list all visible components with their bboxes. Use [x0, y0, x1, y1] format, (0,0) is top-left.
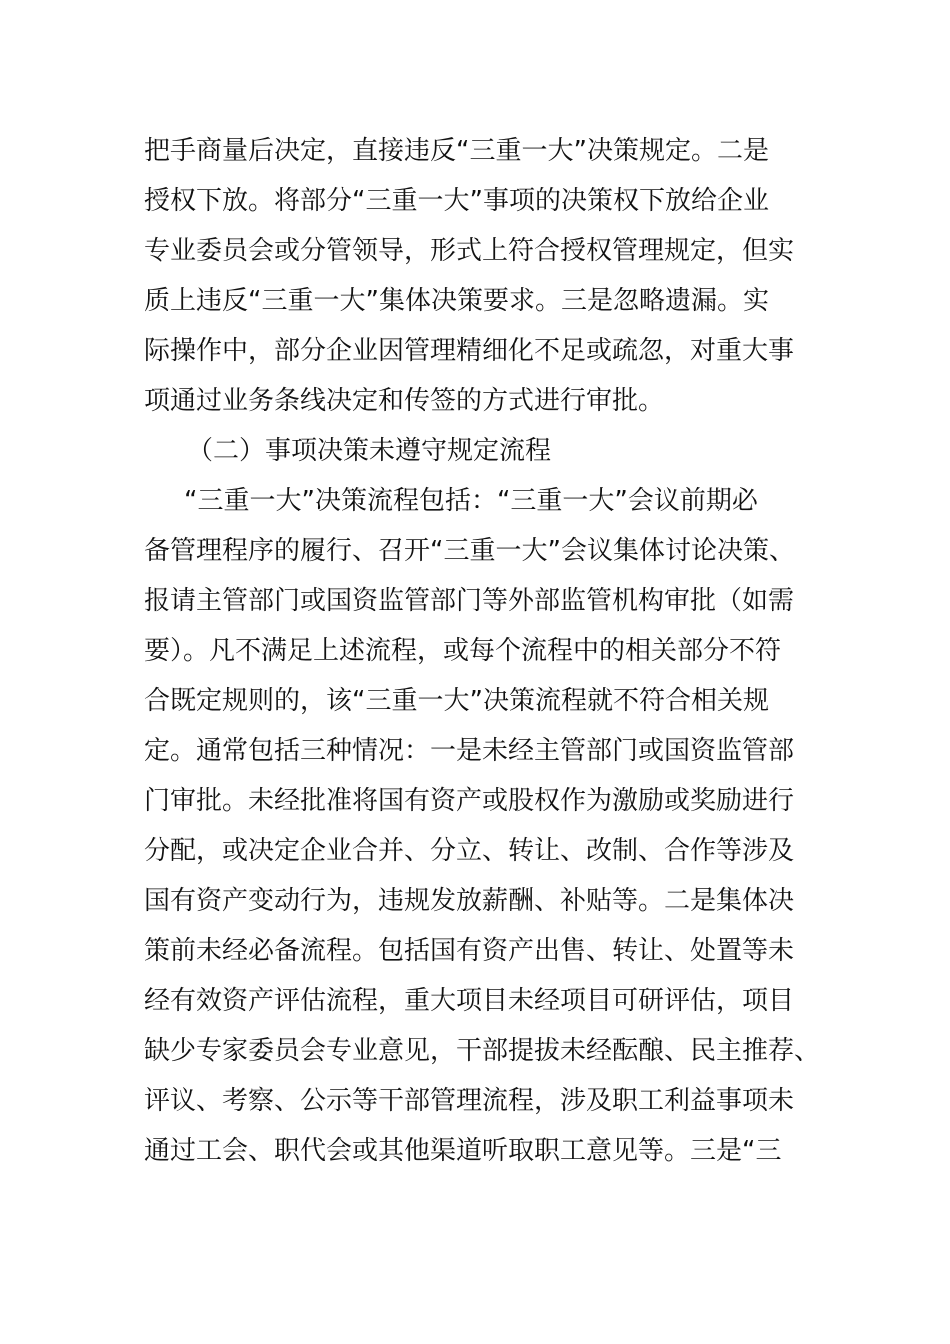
paragraph-line: 要）。凡不满足上述流程，或每个流程中的相关部分不符 [144, 636, 782, 666]
paragraph-line: 评议、考察、公示等干部管理流程，涉及职工利益事项未 [144, 1086, 795, 1116]
section-heading: （二）事项决策未遵守规定流程 [187, 436, 552, 466]
body-text [144, 126, 844, 1176]
paragraph-line: 授权下放。将部分“三重一大”事项的决策权下放给企业 [144, 186, 769, 216]
paragraph-line: “三重一大”决策流程包括：“三重一大”会议前期必 [184, 486, 758, 516]
paragraph-line: 质上违反“三重一大”集体决策要求。三是忽略遗漏。实 [144, 286, 769, 316]
paragraph-line: 报请主管部门或国资监管部门等外部监管机构审批（如需 [144, 586, 795, 616]
paragraph-line: 备管理程序的履行、召开“三重一大”会议集体讨论决策、 [144, 536, 795, 566]
paragraph-line: 定。通常包括三种情况：一是未经主管部门或国资监管部 [144, 736, 795, 766]
paragraph-line: 专业委员会或分管领导，形式上符合授权管理规定，但实 [144, 236, 795, 266]
paragraph-line: 国有资产变动行为，违规发放薪酬、补贴等。二是集体决 [144, 886, 795, 916]
paragraph-line: 分配，或决定企业合并、分立、转让、改制、合作等涉及 [144, 836, 795, 866]
paragraph-line: 项通过业务条线决定和传签的方式进行审批。 [144, 386, 665, 416]
paragraph-line: 际操作中，部分企业因管理精细化不足或疏忽，对重大事 [144, 336, 795, 366]
paragraph-line: 门审批。未经批准将国有资产或股权作为激励或奖励进行 [144, 786, 795, 816]
paragraph-line: 缺少专家委员会专业意见，干部提拔未经酝酿、民主推荐、 [144, 1036, 821, 1066]
paragraph-line: 把手商量后决定，直接违反“三重一大”决策规定。二是 [144, 136, 769, 166]
paragraph-line: 经有效资产评估流程，重大项目未经项目可研评估，项目 [144, 986, 795, 1016]
paragraph-line: 通过工会、职代会或其他渠道听取职工意见等。三是“三 [144, 1136, 782, 1166]
paragraph-line: 合既定规则的，该“三重一大”决策流程就不符合相关规 [144, 686, 769, 716]
paragraph-line: 策前未经必备流程。包括国有资产出售、转让、处置等未 [144, 936, 795, 966]
